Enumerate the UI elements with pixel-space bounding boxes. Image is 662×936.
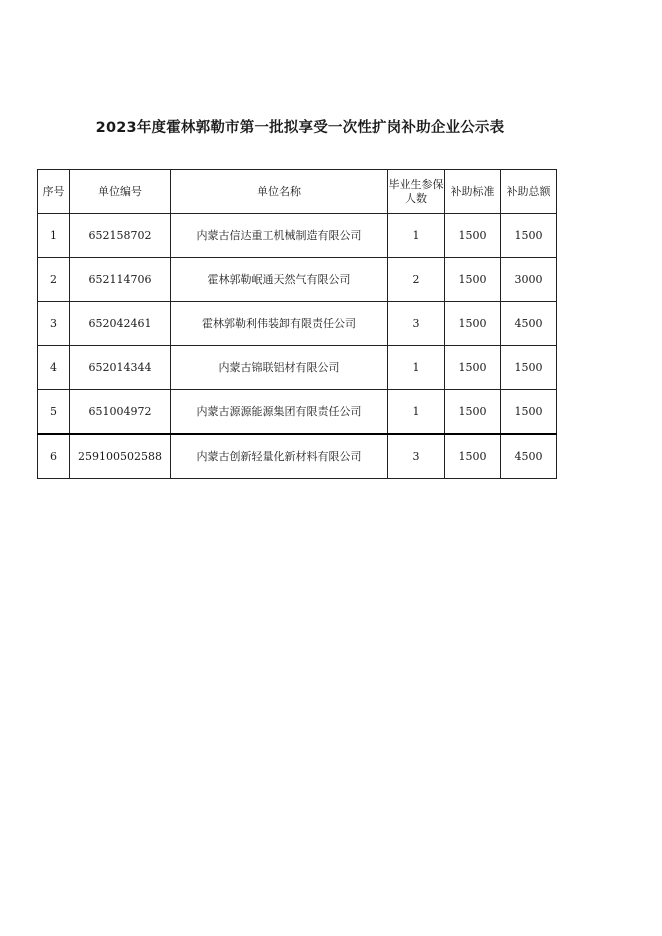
table-row	[38, 258, 557, 302]
cell-graduates: 1	[388, 346, 445, 390]
cell-total: 1500	[501, 390, 557, 435]
cell-unit-name: 内蒙古锦联铝材有限公司	[171, 346, 388, 390]
table-row	[38, 302, 557, 346]
cell-standard: 1500	[445, 390, 501, 435]
cell-graduates: 1	[388, 390, 445, 435]
header-standard: 补助标准	[445, 170, 501, 214]
cell-unit-name: 霍林郭勒岷通天然气有限公司	[171, 258, 388, 302]
cell-unit-code: 651004972	[70, 390, 171, 435]
cell-graduates: 2	[388, 258, 445, 302]
cell-seq: 1	[38, 214, 70, 258]
cell-total: 4500	[501, 302, 557, 346]
cell-seq: 6	[38, 434, 70, 479]
cell-unit-code: 652114706	[70, 258, 171, 302]
cell-seq: 4	[38, 346, 70, 390]
table-row	[38, 346, 557, 390]
cell-standard: 1500	[445, 346, 501, 390]
cell-standard: 1500	[445, 302, 501, 346]
cell-seq: 5	[38, 390, 70, 435]
cell-unit-code: 652014344	[70, 346, 171, 390]
cell-unit-name: 内蒙古创新轻量化新材料有限公司	[171, 434, 388, 479]
cell-unit-name: 霍林郭勒利伟装卸有限责任公司	[171, 302, 388, 346]
cell-standard: 1500	[445, 214, 501, 258]
cell-total: 4500	[501, 434, 557, 479]
cell-graduates: 1	[388, 214, 445, 258]
cell-total: 3000	[501, 258, 557, 302]
cell-graduates: 3	[388, 434, 445, 479]
document-title: 2023年度霍林郭勒市第一批拟享受一次性扩岗补助企业公示表	[95, 120, 505, 136]
cell-seq: 2	[38, 258, 70, 302]
header-unit-name: 单位名称	[171, 170, 388, 214]
cell-unit-name: 内蒙古信达重工机械制造有限公司	[171, 214, 388, 258]
subsidy-table	[37, 169, 557, 479]
cell-total: 1500	[501, 346, 557, 390]
header-total: 补助总额	[501, 170, 557, 214]
header-graduates: 毕业生参保人数	[388, 170, 445, 214]
cell-unit-code: 259100502588	[70, 434, 171, 479]
table-row	[38, 434, 557, 479]
table-header-row	[38, 170, 557, 214]
cell-standard: 1500	[445, 258, 501, 302]
cell-seq: 3	[38, 302, 70, 346]
header-unit-code: 单位编号	[70, 170, 171, 214]
cell-unit-code: 652158702	[70, 214, 171, 258]
cell-graduates: 3	[388, 302, 445, 346]
table-row	[38, 214, 557, 258]
cell-standard: 1500	[445, 434, 501, 479]
table-row	[38, 390, 557, 435]
cell-unit-name: 内蒙古源源能源集团有限责任公司	[171, 390, 388, 435]
header-seq: 序号	[38, 170, 70, 214]
cell-total: 1500	[501, 214, 557, 258]
cell-unit-code: 652042461	[70, 302, 171, 346]
